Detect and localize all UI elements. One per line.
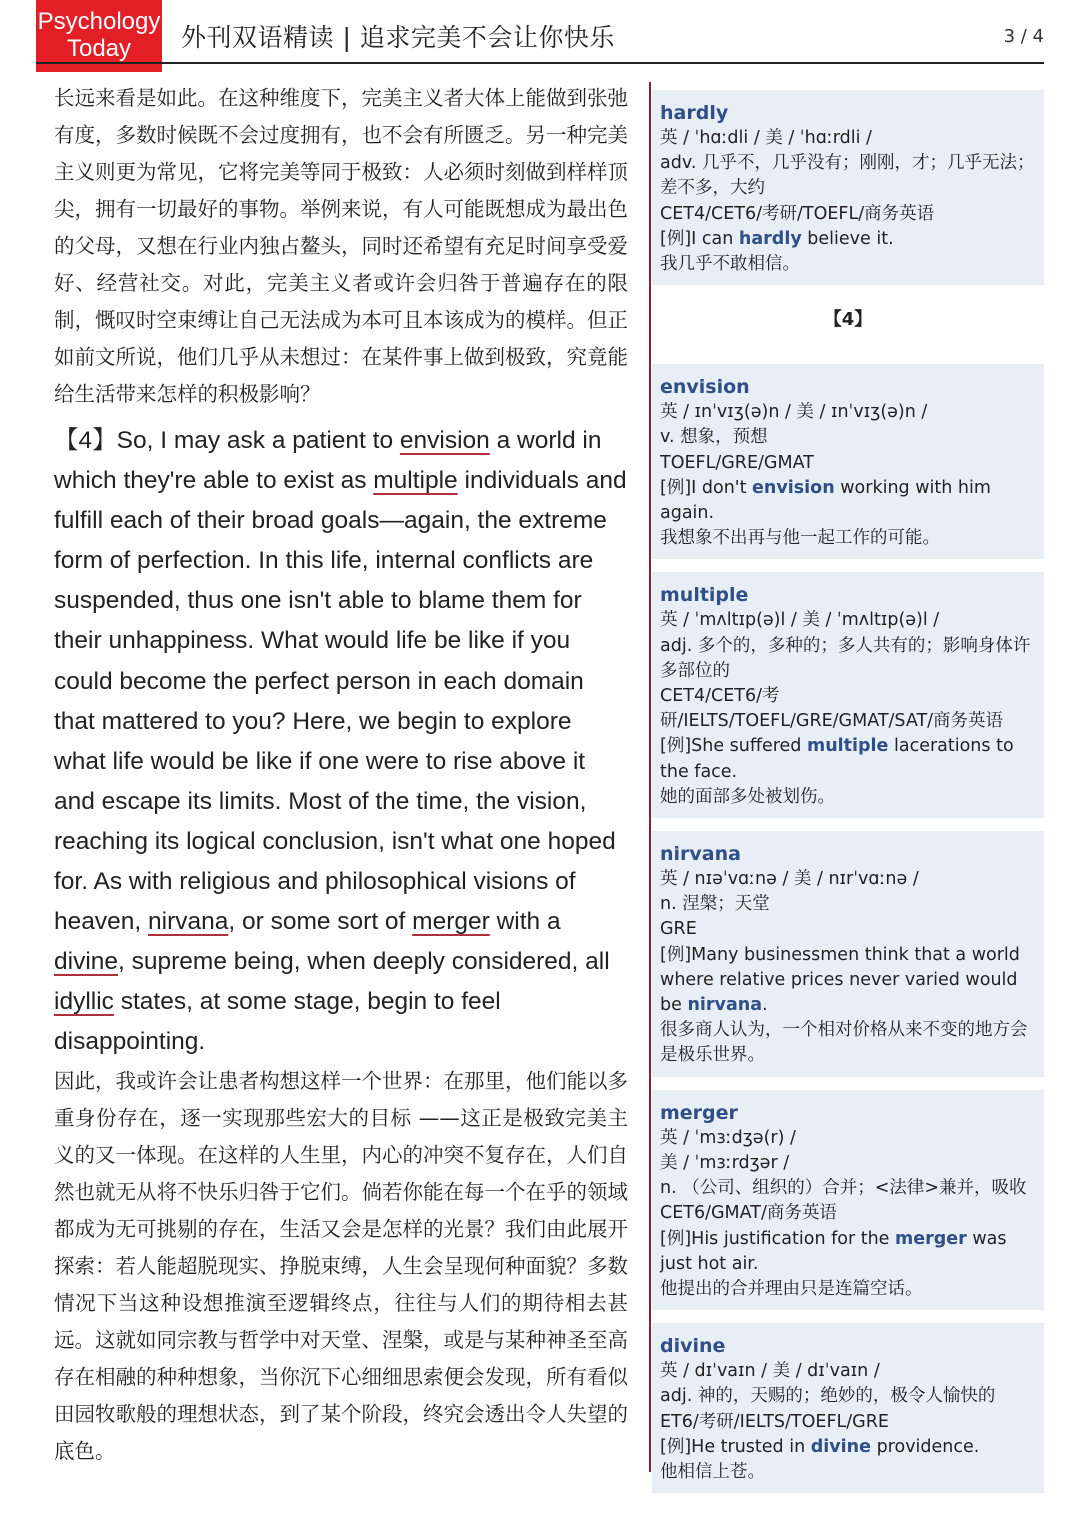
vocab-example-translation: 我几乎不敢相信。	[660, 254, 800, 275]
vocab-word: divine	[660, 1335, 726, 1358]
example-highlight: envision	[752, 477, 835, 498]
vocab-word: envision	[660, 376, 750, 399]
example-highlight: merger	[895, 1228, 967, 1249]
paragraph-marker: 【4】	[54, 427, 117, 454]
vocab-exams: CET6/GMAT/商务英语	[660, 1203, 837, 1224]
article-column	[54, 80, 628, 1470]
vocab-exams: CET4/CET6/考研/IELTS/TOEFL/GRE/GMAT/SAT/商务英语	[660, 686, 1004, 732]
text-segment: a world in which they're able to exist as	[54, 427, 602, 495]
vocab-pronunciation-uk: 英 / ˈmɜːdʒə(r) /	[660, 1127, 796, 1148]
vocab-card-nirvana	[652, 831, 1044, 1077]
text-segment: So, I may ask a patient to	[116, 427, 400, 454]
vocab-example-translation: 我想象不出再与他一起工作的可能。	[660, 528, 940, 549]
example-text: believe it.	[801, 228, 894, 249]
vocab-example	[660, 476, 1036, 526]
vocab-definition: v. 想象，预想	[660, 427, 768, 448]
text-segment: , supreme being, when deeply considered, all	[118, 948, 610, 976]
vocab-card-merger	[652, 1090, 1044, 1310]
vocab-definition: adj. 神的，天赐的；绝妙的，极令人愉快的	[660, 1386, 996, 1407]
vocab-pronunciation-us: 美 / ˈmɜːrdʒər /	[660, 1152, 790, 1173]
example-text: [例]I don't	[660, 477, 753, 498]
vocab-example-translation: 他相信上苍。	[660, 1461, 765, 1482]
vocab-example	[660, 1435, 1036, 1460]
vocab-definition: n. 涅槃；天堂	[660, 894, 770, 915]
vocab-card-divine	[652, 1323, 1044, 1493]
vocab-example-translation: 很多商人认为，一个相对价格从来不变的地方会是极乐世界。	[660, 1020, 1028, 1066]
page-title: 外刊双语精读 | 追求完美不会让你快乐	[181, 23, 615, 52]
vocab-definition: adv. 几乎不，几乎没有；刚刚，才；几乎无法；差不多，大约	[660, 153, 1035, 199]
vocab-word: merger	[660, 1101, 738, 1124]
vocab-example-translation: 她的面部多处被划伤。	[660, 786, 835, 807]
vocab-pronunciation: 英 / nɪəˈvɑːnə / 美 / nɪrˈvɑːnə /	[660, 869, 919, 890]
example-highlight: nirvana	[687, 995, 763, 1016]
vocab-card-multiple	[652, 572, 1044, 818]
vocab-link-envision[interactable]: envision	[399, 427, 490, 454]
text-segment: , or some sort of	[228, 908, 413, 936]
vocab-pronunciation: 英 / ɪnˈvɪʒ(ə)n / 美 / ɪnˈvɪʒ(ə)n /	[660, 402, 928, 423]
vocab-exams: ET6/考研/IELTS/TOEFL/GRE	[660, 1411, 889, 1432]
example-highlight: divine	[810, 1436, 871, 1457]
vocab-pronunciation: 英 / dɪˈvaɪn / 美 / dɪˈvaɪn /	[660, 1361, 880, 1382]
vocab-card-envision	[652, 364, 1044, 559]
vocab-example	[660, 1227, 1036, 1277]
text-segment: with a	[489, 908, 561, 936]
example-text: [例]I can	[660, 228, 739, 249]
example-highlight: multiple	[806, 736, 889, 757]
vocab-link-idyllic[interactable]: idyllic	[54, 988, 114, 1016]
example-highlight: hardly	[738, 228, 802, 249]
vocab-card-hardly	[652, 90, 1044, 285]
example-text: was just hot air.	[660, 1228, 1007, 1274]
section-label: 【4】	[823, 309, 873, 331]
vocab-definition: adj. 多个的，多种的；多人共有的；影响身体许多部位的	[660, 635, 1031, 681]
vocab-exams: TOEFL/GRE/GMAT	[660, 452, 814, 473]
vocab-example	[660, 943, 1036, 1019]
example-text: lacerations to the face.	[660, 736, 1014, 782]
vocab-word: nirvana	[660, 843, 741, 866]
vocab-link-multiple[interactable]: multiple	[373, 467, 458, 495]
vocab-pronunciation: 英 / ˈhɑːdli / 美 / ˈhɑːrdli /	[660, 128, 872, 148]
chinese-intro-paragraph: 长远来看是如此。在这种维度下，完美主义者大体上能做到张弛有度，多数时候既不会过度拥有，也不会有所匮乏。另一种完美主义则更为常见，它将完美等同于极致：人必须时刻做到样样顶尖，拥有一切最好的事物。举例来说，有人可能既想成为最出色的父母，又想在行业内独占鳌头，同时还希望有充足时间享受爱好、经营社交。对此，完美主义者或许会归咎于普遍存在的限制，慨叹时空束缚让自己无法成为本可且本该成为的模样。但正如前文所说，他们几乎从未想过：在某件事上做到极致，究竟能给生活带来怎样的积极影响？	[54, 86, 628, 406]
vocab-example	[660, 227, 1036, 252]
vocab-pronunciation: 英 / ˈmʌltɪp(ə)l / 美 / ˈmʌltɪp(ə)l /	[660, 610, 940, 631]
vocab-link-merger[interactable]: merger	[412, 908, 490, 936]
vocab-link-nirvana[interactable]: nirvana	[148, 908, 229, 936]
vocab-exams: GRE	[660, 919, 697, 940]
column-divider	[649, 82, 651, 1472]
header-divider	[36, 62, 1044, 64]
text-segment: individuals and fulfill each of their broad goals—again, the extreme form of perfection. In this life, internal conflicts are suspended, thus one isn't able to blame them for their unhappiness. What would life be like if you could become the perfect person in each domain that mattered to you? Here, we begin to explore what life would be like if one were to rise above it and escape its limits. Most of the time, the vision, reaching its logical conclusion, isn't what one hoped for. As with religious and philosophical visions of heaven,	[54, 467, 627, 936]
example-text: [例]She suffered	[660, 736, 807, 757]
vocab-word: multiple	[660, 584, 749, 607]
logo-line-2: Today	[66, 35, 132, 62]
example-text: [例]Many businessmen think that a world where relative prices never varied would be	[660, 944, 1020, 1016]
vocab-exams: CET4/CET6/考研/TOEFL/商务英语	[660, 203, 935, 224]
example-text: providence.	[871, 1436, 980, 1457]
page-number: 3 / 4	[1003, 26, 1044, 47]
vocab-example-translation: 他提出的合并理由只是连篇空话。	[660, 1278, 923, 1299]
example-text: [例]His justification for the	[660, 1228, 896, 1249]
vocab-word: hardly	[660, 102, 729, 124]
example-text: [例]He trusted in	[660, 1436, 811, 1457]
vocabulary-column	[652, 90, 1044, 1506]
vocab-example	[660, 734, 1036, 784]
example-text: working with him again.	[660, 477, 991, 524]
logo-line-1: Psychology	[37, 8, 161, 35]
text-segment: states, at some stage, begin to feel disappointing.	[54, 988, 501, 1056]
vocab-definition: n. （公司、组织的）合并；<法律>兼并，吸收	[660, 1178, 1027, 1199]
example-text: .	[762, 995, 768, 1016]
english-paragraph-4	[54, 421, 628, 1063]
vocab-link-divine[interactable]: divine	[54, 948, 119, 976]
chinese-translation-paragraph: 因此，我或许会让患者构想这样一个世界：在那里，他们能以多重身份存在，逐一实现那些宏大的目标 ——这正是极致完美主义的又一体现。在这样的人生里，内心的冲突不复存在，人们自然也就无从将不快乐归咎于它们。倘若你能在每一个在乎的领域都成为无可挑剔的存在，生活又会是怎样的光景？我们由此展开探索：若人能超脱现实、挣脱束缚，人生会呈现何种面貌？多数情况下当这种设想推演至逻辑终点，往往与人们的期待相去甚远。这就如同宗教与哲学中对天堂、涅槃，或是与某种神圣至高存在相融的种种想象，当你沉下心细细思索便会发现，所有看似田园牧歌般的理想状态，到了某个阶段，终究会透出令人失望的底色。	[54, 1068, 628, 1463]
